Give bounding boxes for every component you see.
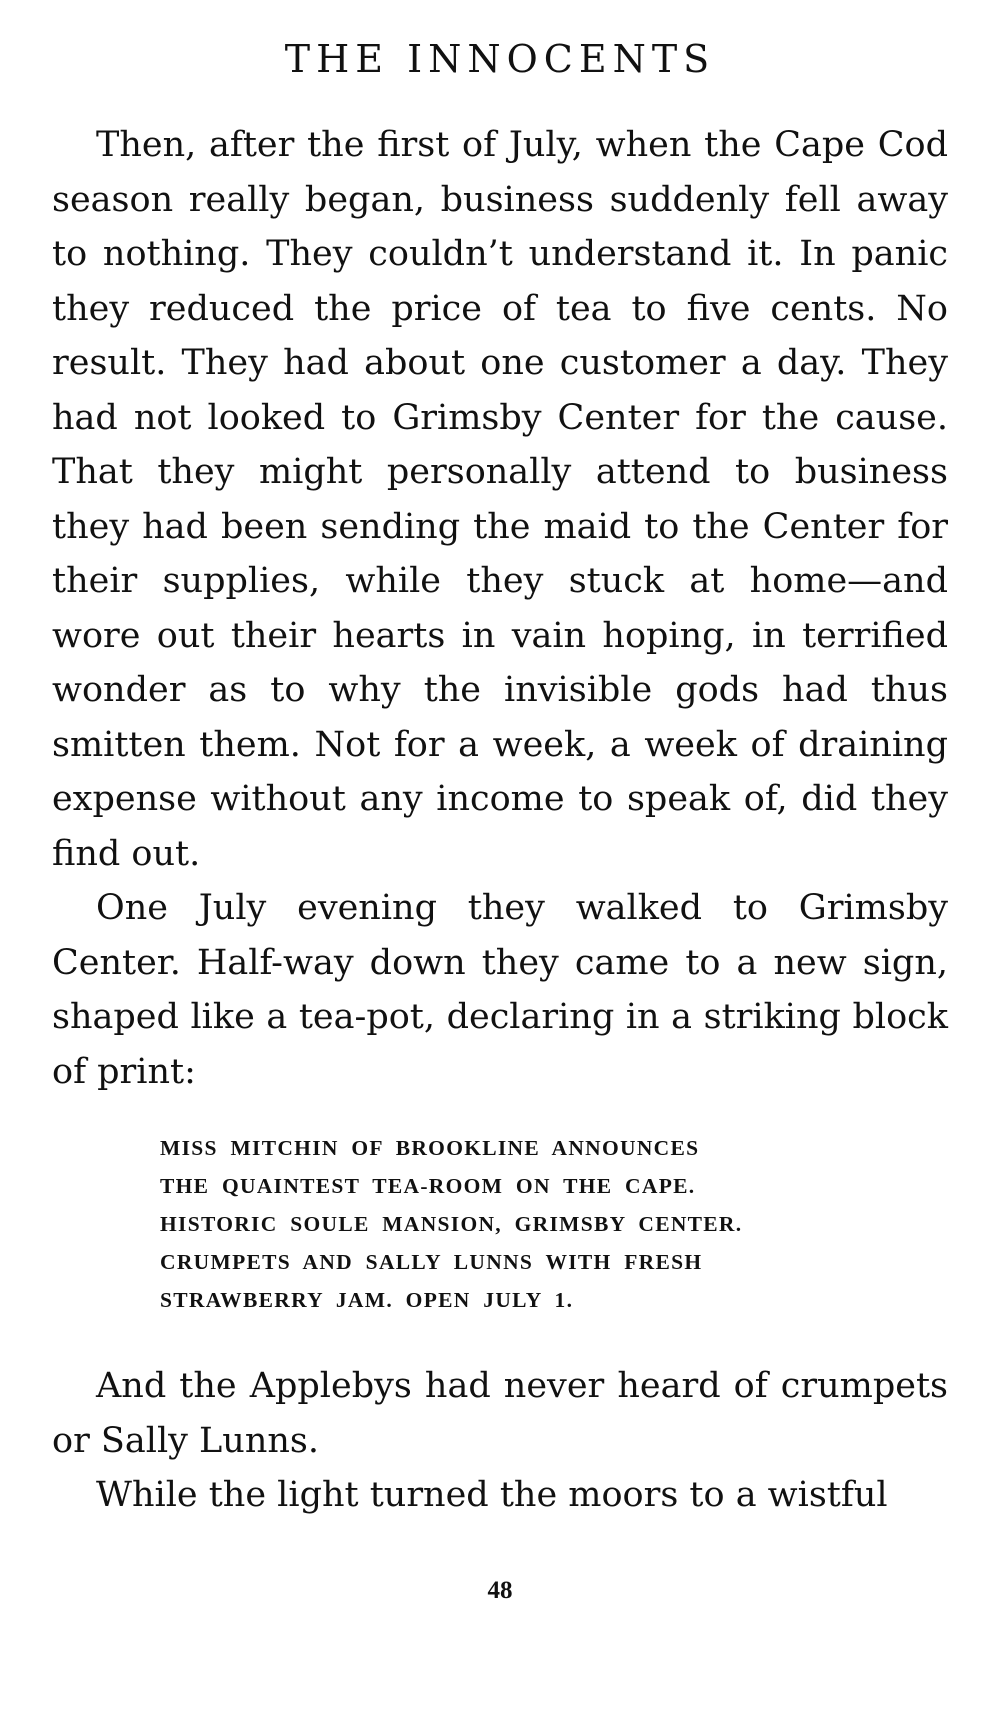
- tea-room-sign-quote: [160, 1129, 840, 1319]
- sign-line: HISTORIC SOULE MANSION, GRIMSBY CENTER.: [160, 1212, 743, 1236]
- sign-line: MISS MITCHIN OF BROOKLINE ANNOUNCES: [160, 1136, 700, 1160]
- sign-line: CRUMPETS AND SALLY LUNNS WITH FRESH: [160, 1250, 703, 1274]
- paragraph-business-falls-away: Then, after the first of July, when the Cape Cod season really began, business suddenly fell away to nothing. They couldn’t understand it. In panic they reduced the price of tea to five cents. No result. They had about one customer a day. They had not looked to Grimsby Center for the cause. That they might personally attend to business they had been sending the maid to the Center for their supplies, while they stuck at home—and wore out their hearts in vain hoping, in terrified wonder as to why the invisible gods had thus smitten them. Not for a week, a week of draining expense without any income to speak of, did they find out.: [52, 125, 948, 874]
- sign-line: STRAWBERRY JAM. OPEN JULY 1.: [160, 1288, 574, 1312]
- paragraph-walk-to-center: One July evening they walked to Grimsby Center. Half-way down they came to a new sign, shaped like a tea-pot, declaring in a striking block of print:: [52, 888, 948, 1092]
- body-text: [52, 118, 948, 1523]
- page-number: 48: [487, 1577, 513, 1604]
- running-head: THE INNOCENTS: [284, 37, 716, 81]
- paragraph-never-heard: And the Applebys had never heard of crumpets or Sally Lunns.: [52, 1366, 948, 1461]
- sign-line: THE QUAINTEST TEA-ROOM ON THE CAPE.: [160, 1174, 696, 1198]
- paragraph-light-on-moors: While the light turned the moors to a wistful: [96, 1475, 888, 1515]
